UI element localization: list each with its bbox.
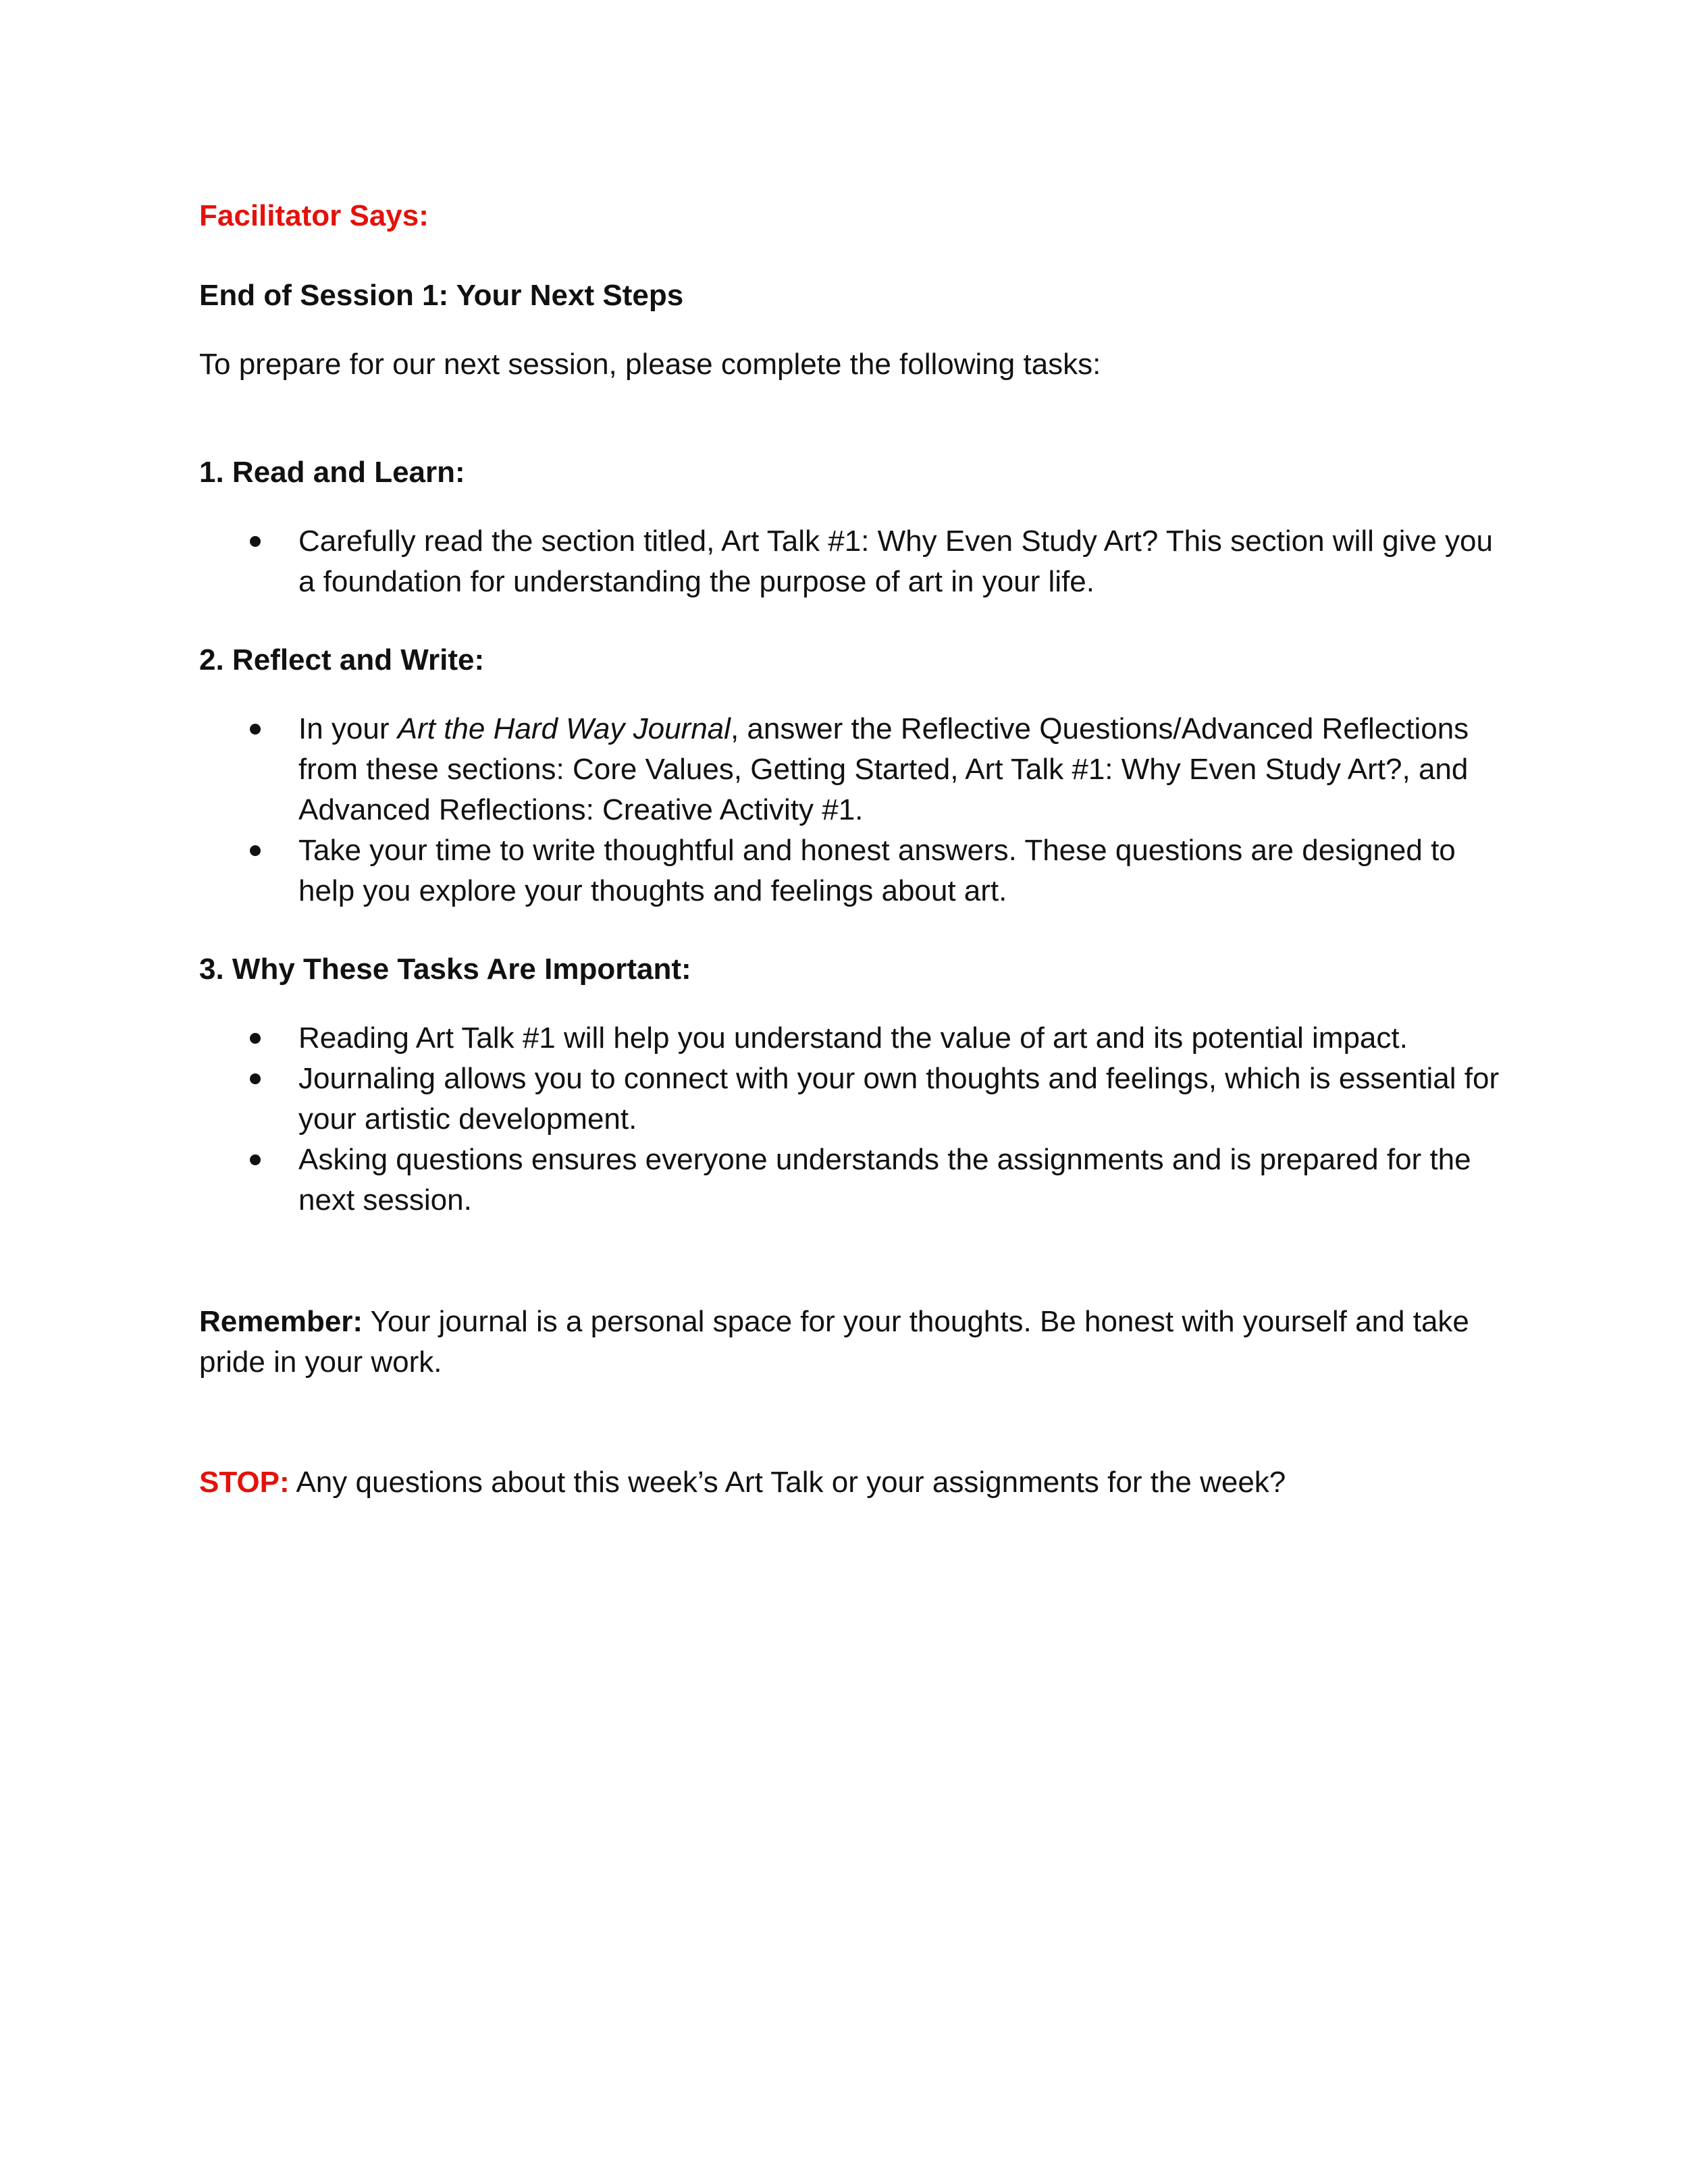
stop-label: STOP:: [199, 1466, 290, 1499]
bullet-text: Carefully read the section titled, Art Talk #1: Why Even Study Art? This section will give you a foundation for understanding the purpose of art in your life.: [298, 525, 1494, 598]
bullet-text: Asking questions ensures everyone understands the assignments and is prepared for the next session.: [298, 1143, 1471, 1217]
facilitator-label: Facilitator Says:: [199, 199, 429, 232]
bullet-text: Reading Art Talk #1 will help you understand the value of art and its potential impact.: [298, 1021, 1408, 1055]
stop-prompt: [199, 1462, 1509, 1503]
bullet-icon: [250, 845, 261, 856]
list-item: [199, 830, 1509, 911]
bullet-text-prefix: In your: [298, 712, 398, 745]
bullet-list-why-important: [199, 1018, 1509, 1221]
bullet-text-suffix: , answer the Reflective Questions/Advanced Reflections from these sections: Core Values, Getting Started, Art Talk #1: Why Even Study Art?, and Advanced Reflections: Creative Activity #1.: [298, 712, 1469, 826]
section-heading-read-and-learn: 1. Read and Learn:: [199, 456, 465, 489]
bullet-icon: [250, 1033, 261, 1044]
list-item: [199, 1059, 1509, 1140]
list-item: [199, 1140, 1509, 1221]
bullet-text: Journaling allows you to connect with your own thoughts and feelings, which is essential for your artistic development.: [298, 1062, 1500, 1136]
journal-title: Art the Hard Way Journal: [397, 712, 731, 745]
section-heading-reflect-and-write: 2. Reflect and Write:: [199, 643, 485, 676]
bullet-text: [298, 712, 1469, 826]
stop-text: Any questions about this week’s Art Talk or your assignments for the week?: [289, 1466, 1286, 1499]
list-item: [199, 709, 1509, 830]
session-title: End of Session 1: Your Next Steps: [199, 279, 684, 312]
bullet-icon: [250, 536, 261, 547]
bullet-text: Take your time to write thoughtful and honest answers. These questions are designed to help you explore your thoughts and feelings about art.: [298, 834, 1456, 907]
document-page: [199, 196, 1509, 1503]
remember-text: Your journal is a personal space for your thoughts. Be honest with yourself and take pride in your work.: [199, 1305, 1469, 1379]
bullet-list-reflect-and-write: [199, 709, 1509, 911]
intro-text: To prepare for our next session, please complete the following tasks:: [199, 348, 1101, 381]
remember-label: Remember:: [199, 1305, 363, 1338]
remember-note: [199, 1302, 1509, 1383]
section-heading-why-important: 3. Why These Tasks Are Important:: [199, 953, 691, 986]
bullet-icon: [250, 1154, 261, 1165]
bullet-list-read-and-learn: [199, 521, 1509, 602]
bullet-icon: [250, 724, 261, 735]
bullet-icon: [250, 1073, 261, 1084]
list-item: [199, 521, 1509, 602]
list-item: [199, 1018, 1509, 1059]
